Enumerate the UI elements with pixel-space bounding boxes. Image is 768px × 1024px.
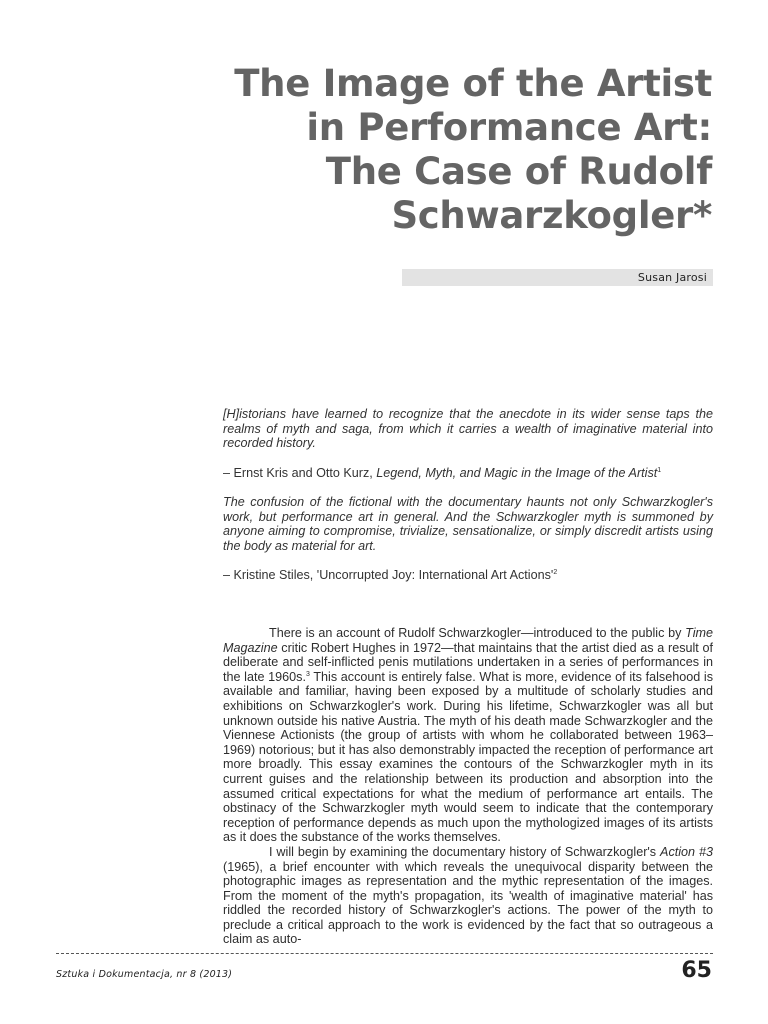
- body-paragraph-2: I will begin by examining the documentary history of Schwarzkogler's Action #3 (1965), a brief encounter with which reveals the unequivocal disparity between the photographic images as representation and the mythic representation of the images. From the moment of the myth's propagation, its 'wealth of imaginative material' has riddled the recorded history of Schwarzkogler's actions. The power of the myth to preclude a critical approach to the work is evidenced by the fact that so outrageous a claim as auto-: [223, 844, 713, 947]
- author-bar: [402, 269, 713, 286]
- footer-divider: [56, 953, 713, 954]
- footnote-ref: 2: [553, 568, 558, 576]
- title-line-4: Schwarzkogler*: [391, 194, 712, 237]
- work-title: Action #3: [660, 844, 713, 859]
- title-line-3: The Case of Rudolf: [325, 150, 712, 193]
- epigraph-attribution-1: [223, 466, 713, 481]
- epigraph-attribution-2: [223, 568, 713, 583]
- epigraph-quote-2: The confusion of the fictional with the documentary haunts not only Schwarzkogler's work, but performance art in general. And the Schwarzkogler myth is summoned by anyone aiming to compromise, trivialize, sensationalize, or simply discredit artists using the body as material for art.: [223, 495, 713, 553]
- epigraph-quote-1: [H]istorians have learned to recognize that the anecdote in its wider sense taps the realms of myth and saga, from which it carries a wealth of imaginative material into recorded history.: [223, 407, 713, 451]
- attribution-prefix: – Kristine Stiles, 'Uncorrupted Joy: International Art Actions': [223, 568, 554, 582]
- footnote-ref: 1: [657, 466, 662, 474]
- attribution-title: Legend, Myth, and Magic in the Image of the Artist: [376, 466, 658, 480]
- body-paragraph-1: There is an account of Rudolf Schwarzkogler—introduced to the public by Time Magazine critic Robert Hughes in 1972—that maintains that the artist died as a result of deliberate and self-inflicted penis mutilations undertaken in a series of performances in the late 1960s.$^3$ This account is entirely false. What is more, evidence of its falsehood is available and familiar, having been exposed by a multitude of scholarly studies and exhibitions on Schwarzkogler's work. During his lifetime, Schwarzkogler was all but unknown outside his native Austria. The myth of his death made Schwarzkogler and the Viennese Actionists (the group of artists with whom he collaborated between 1963–1969) notorious; but it has also demonstrably impacted the reception of performance art more broadly. This essay examines the contours of the Schwarzkogler myth in its current guises and the relationship between its production and absorption into the assumed critical expectations for what the medium of performance art entails. The obstinacy of the Schwarzkogler myth would seem to indicate that the contemporary reception of performance depends as much upon the mythologized images of its artists as it does the substance of the works themselves.: [223, 626, 714, 845]
- author-name: Susan Jarosi: [637, 271, 707, 284]
- journal-citation: Sztuka i Dokumentacja, nr 8 (2013): [56, 969, 233, 980]
- page-number: 65: [681, 958, 712, 983]
- title-line-1: The Image of the Artist: [234, 62, 712, 105]
- title-line-2: in Performance Art:: [306, 106, 712, 149]
- article-body: [223, 626, 713, 947]
- publication-name: Time Magazine: [223, 626, 713, 655]
- footnote-ref: 3: [305, 670, 310, 678]
- attribution-prefix: – Ernst Kris and Otto Kurz,: [223, 466, 377, 480]
- article-title: [152, 62, 712, 238]
